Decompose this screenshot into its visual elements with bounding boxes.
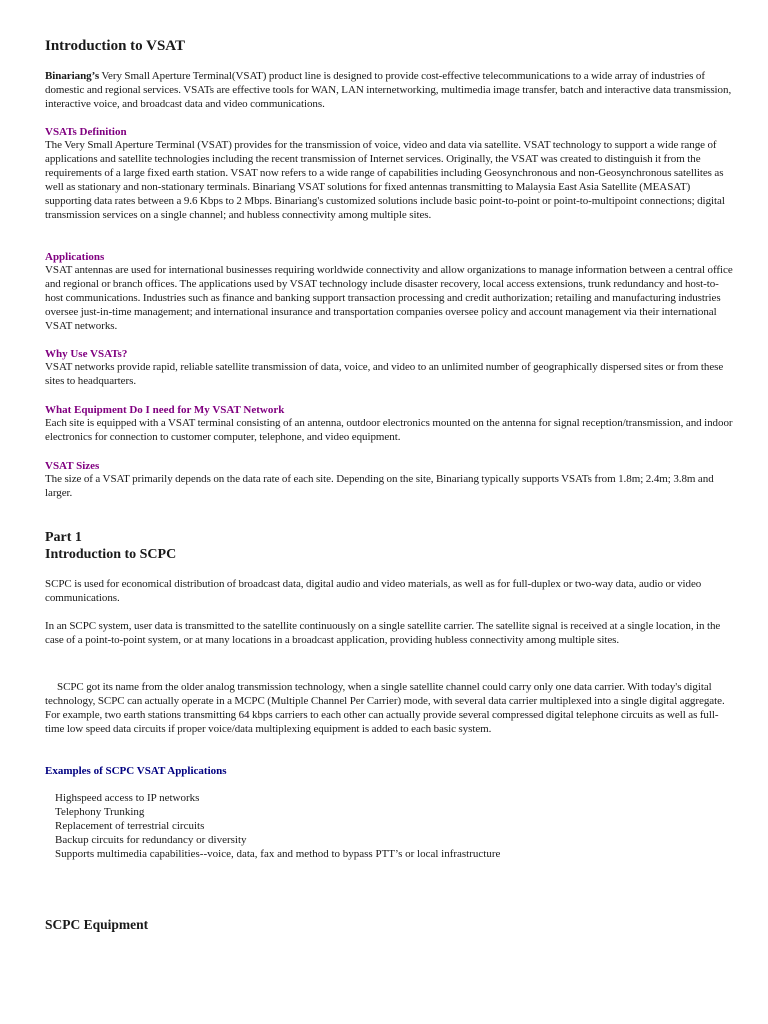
- section-title-applications: Applications: [45, 251, 105, 263]
- scpc-paragraph-3: SCPC got its name from the older analog transmission technology, when a single satellite channel could carry only one data carrier. With today's digital technology, SCPC can actually operate in a MCPC (Multiple Channel Per Carrier) mode, with several data carrier multiplexed into a single digital aggregate. For example, two earth stations transmitting 64 kbps carriers to each other can actually provide several compressed digital telephone circuits as well as full-time low speed data circuits if proper voice/data multiplexing equipment is added to each basic system.: [45, 681, 725, 735]
- page-title: Introduction to VSAT: [45, 38, 186, 54]
- scpc-paragraph-2: In an SCPC system, user data is transmitted to the satellite continuously on a single satellite carrier. The satellite signal is received at a single location, in the case of a point-to-point system, or at many locations in a broadcast application, providing hubless connectivity among multiple sites.: [45, 620, 721, 646]
- intro-paragraph: [45, 70, 733, 112]
- examples-title: Examples of SCPC VSAT Applications: [45, 765, 227, 777]
- list-item: Telephony Trunking: [55, 805, 145, 818]
- part-title: Introduction to SCPC: [45, 547, 177, 562]
- section-title-equipment: What Equipment Do I need for My VSAT Network: [45, 404, 285, 416]
- section-text-vsats-definition: The Very Small Aperture Terminal (VSAT) provides for the transmission of voice, video and data via satellite. VSAT technology to support a wide range of applications and satellite technologies including the recent transmission of Internet services. Originally, the VSAT was created to distinguish it from the requirements of a large fixed earth station. VSAT now refers to a wide range of capabilities including Geosynchronous and non-Geosynchronous satellites as well as stationary and non-stationary terminals. Binariang VSAT solutions for fixed antennas transmitting to Malaysia East Asia Satellite (MEASAT) supporting data rates between a 9.6 Kbps to 2 Mbps. Binariang's customized solutions include basic point-to-point or point-to-multipoint connections; digital transmission services on a single channel; and hubless connectivity among multiple sites.: [45, 139, 725, 221]
- examples-list: [55, 792, 500, 862]
- list-item: Replacement of terrestrial circuits: [55, 819, 205, 832]
- part-label: Part 1: [45, 530, 82, 545]
- intro-text: Very Small Aperture Terminal(VSAT) product line is designed to provide cost-effective telecommunications to a wide array of industries of domestic and regional services. VSATs are effective tools for WAN, LAN internetworking, multimedia image transfer, batch and interactive data transmission, interactive voice, and broadcast data and video communications.: [45, 70, 732, 110]
- section-text-vsat-sizes: The size of a VSAT primarily depends on the data rate of each site. Depending on the site, Binariang typically supports VSATs from 1.8m; 2.4m; 3.8m and larger.: [45, 473, 714, 499]
- section-title-vsats-definition: VSATs Definition: [45, 126, 127, 138]
- company-name: Binariang’s: [45, 70, 100, 82]
- scpc-paragraph-1: SCPC is used for economical distribution of broadcast data, digital audio and video materials, as well as for full-duplex or two-way data, audio or video communications.: [45, 578, 702, 604]
- section-text-applications: VSAT antennas are used for international businesses requiring worldwide connectivity and allow organizations to manage information between a central office and regional or branch offices. The applications used by VSAT technology include disaster recovery, local access extensions, trunk redundancy and host-to-host communications. Industries such as finance and banking support transaction processing and credit authorization; retailing and manufacturing industries oversee just-in-time management; and international insurance and transportation companies oversee policy and account management via their international VSAT networks.: [45, 264, 733, 332]
- section-title-vsat-sizes: VSAT Sizes: [45, 460, 100, 472]
- list-item: Highspeed access to IP networks: [55, 792, 200, 804]
- scpc-equipment-title: SCPC Equipment: [45, 917, 149, 932]
- section-title-why-use-vsats: Why Use VSATs?: [45, 348, 128, 360]
- list-item: Supports multimedia capabilities--voice, data, fax and method to bypass PTT’s or local infrastructure: [55, 847, 501, 860]
- section-text-why-use-vsats: VSAT networks provide rapid, reliable satellite transmission of data, voice, and video to an unlimited number of geographically dispersed sites or from these sites to headquarters.: [45, 361, 724, 387]
- list-item: Backup circuits for redundancy or diversity: [55, 833, 247, 846]
- section-text-equipment: Each site is equipped with a VSAT terminal consisting of an antenna, outdoor electronics mounted on the antenna for signal reception/transmission, and indoor electronics for connection to customer computer, telephone, and video equipment.: [45, 417, 733, 443]
